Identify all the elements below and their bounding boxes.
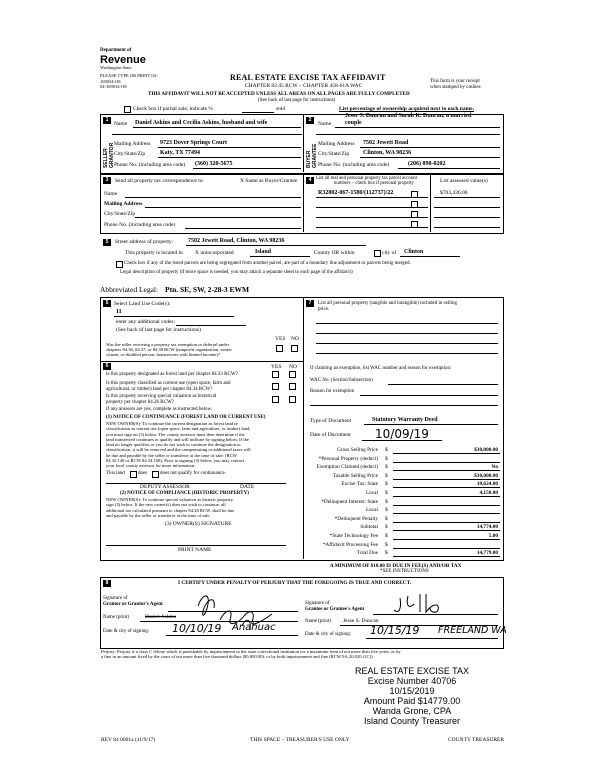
sold-label: sold (276, 106, 286, 112)
grantee-sig-label-2: Grantee or Grantee's Agent (305, 607, 365, 612)
tax-row-value: 5.00 (488, 532, 498, 539)
tax-row-label: Local (365, 489, 378, 496)
land-use-label: Select Land Use Code(s): (114, 301, 171, 307)
tax-row-dollar: $ (385, 472, 388, 479)
tax-row-value: $30,000.00 (474, 447, 498, 453)
seller-phone-label: Phone No. (including area code) (114, 162, 186, 168)
receipt-note-2: when stamped by cashier. (430, 84, 482, 90)
s6-if-yes: If any answers are yes, complete as instructed below. (106, 407, 213, 412)
land-use-code: 11 (116, 309, 122, 315)
parcel-number: R32802-067-1580/(112737)/22 (318, 190, 394, 196)
grantee-date-label: Date & city of signing: (305, 632, 352, 637)
parcel-header-1: List all real and personal property tax parcel account (316, 176, 417, 181)
seller-phone-value: (360) 320-5675 (195, 161, 233, 167)
corr-mailing-label: Mailing Address (104, 201, 143, 207)
section-number-2: 2 (306, 117, 314, 124)
county-value: Island (255, 249, 272, 255)
stamp-line2: Excise Number 40706 (367, 676, 457, 686)
unincorporated-label: X unincorporated (195, 250, 234, 256)
grantee-name-label: Name (print) (305, 619, 331, 624)
grantor-date: 10/10/19 (172, 622, 222, 635)
tax-row-dollar: $ (385, 515, 388, 522)
buyer-name-label: Name (318, 121, 332, 127)
grantor-name-label: Name (print) (103, 615, 129, 620)
tax-row-dollar: $ (385, 524, 388, 531)
corr-phone-label: Phone No. (including area code) (104, 222, 176, 228)
section-number-1: 1 (103, 117, 111, 124)
q3-no-checkbox[interactable] (289, 396, 296, 403)
grantor-city: Anahuac (232, 622, 276, 633)
tax-row (305, 489, 500, 498)
hist-line: and payable by the seller or transferor at the time of sale. (106, 512, 211, 518)
tax-row-value: 14,779.00 (476, 550, 498, 557)
tax-row (305, 523, 500, 532)
grantee-signature-label (305, 601, 364, 613)
section-number-5: 5 (103, 300, 111, 307)
corr-name-label: Name (104, 191, 118, 197)
owner-signature-label: (3) OWNER(S) SIGNATURE (165, 521, 232, 527)
cont-line: you must sign on (3) below. The county assessor must then determine if the (106, 431, 245, 437)
tax-row-label: *Affidavit Processing Fee (322, 541, 378, 548)
continuance-body (106, 421, 251, 469)
personal-2: price. (318, 307, 330, 312)
deputy-date: DATE (240, 484, 255, 490)
segregated-checkbox[interactable] (116, 261, 123, 268)
tax-row (305, 498, 500, 507)
personal-property-label (318, 301, 457, 313)
seller-mailing-value: 9723 Dover Springs Court (160, 140, 228, 146)
tax-row-value: 10,624.00 (476, 481, 498, 488)
receipt-note-1: This form is your receipt (430, 79, 480, 84)
s6-q3 (106, 394, 216, 405)
grantee-city: FREELAND WA (438, 625, 507, 636)
street-label: Street address of property: (115, 239, 174, 245)
form-chapters: CHAPTER 82.45 RCW – CHAPTER 458-61A WAC (245, 83, 363, 89)
buyer-mailing-value: 7502 Jewett Road (363, 140, 409, 146)
tax-row-dollar: $ (385, 464, 388, 471)
section-number-7: 7 (306, 300, 314, 307)
tax-row (305, 480, 500, 489)
s6-q1: Is this property designated as forest land per chapter 84.33 RCW? (106, 372, 238, 377)
street-value: 7502 Jewett Road, Clinton, WA 98236 (188, 238, 285, 244)
grantor-name: Daniel Askins (145, 614, 177, 620)
reason-label: Reason for exemption (310, 389, 355, 394)
perjury-2: a fine in an amount fixed by the court of not more than five thousand dollars ($5,000.00), or by both imprisonment and fine (RCW 9A.20.020 (1C)). (101, 654, 374, 660)
tax-row (305, 532, 500, 541)
tax-row-label: Excise Tax: State (341, 481, 378, 488)
hist-line: additional tax calculated pursuant to chapter 84.26 RCW, shall be due (106, 507, 235, 513)
form-title: REAL ESTATE EXCISE TAX AFFIDAVIT (230, 73, 386, 82)
seller-name-label: Name (114, 121, 128, 127)
segregated-label: Check box if any of the listed parcels are being segregated from another parcel, are part of a boundary line adjustment or parcels being merged. (124, 261, 411, 266)
doc-type-value: Statutory Warranty Deed (372, 417, 438, 423)
buyer-city-label: City/State/Zip (318, 151, 350, 157)
tax-row-label: Exemption Claimed (deduct) (316, 464, 378, 471)
warning-text: THIS AFFIDAVIT WILL NOT BE ACCEPTED UNLESS ALL AREAS ON ALL PAGES ARE FULLY COMPLETED (148, 91, 410, 97)
buyer-side-label: BUYER GRANTEE (306, 143, 318, 168)
tax-row (305, 455, 500, 464)
grantee-signature (390, 590, 470, 616)
treasurer-use-only: THIS SPACE – TREASURER'S USE ONLY (250, 737, 350, 743)
tax-row-dollar: $ (385, 507, 388, 514)
ownership-label: List percentage of ownership acquired next to each name. (339, 106, 474, 112)
section-number-6: 6 (103, 363, 111, 370)
hist-line: sign (3) below. If the new owner(s) does not wish to continue, all (106, 502, 226, 508)
doc-type-label: Type of Document (310, 418, 352, 424)
cont-line: be due and payable by the seller or transferor at the time of sale. (RCW (106, 452, 238, 458)
cont-line: land no longer qualifies or you do not wish to continue the designation or (106, 442, 241, 448)
county-treasurer: COUNTY TREASURER (448, 737, 505, 743)
buyer-phone-label: Phone No. (including area code) (318, 162, 390, 168)
tax-row-label: *Delinquent Interest: State (321, 498, 378, 505)
cont-line: your local county assessor for more information. (106, 463, 196, 469)
s6-yes: YES (271, 364, 282, 370)
form-codes (100, 73, 157, 90)
q2-yes-checkbox[interactable] (272, 383, 279, 390)
q1-yes-checkbox[interactable] (272, 371, 279, 378)
s6-q2-1: Is this property classified as current use (open space, farm and (106, 381, 231, 386)
tax-row-dollar: $ (385, 489, 388, 496)
landuse-yes: YES (275, 336, 286, 342)
stamp-line6: Island County Treasurer (363, 716, 461, 726)
receiving-3: citizen, or disabled person, homeowner with limited income)? (106, 352, 220, 357)
tax-row-label: Gross Selling Price (337, 447, 378, 453)
s6-q3-2: property per chapter 84.26 RCW? (106, 399, 174, 405)
this-land-label: This land (106, 471, 125, 476)
buyer-mailing-label: Mailing Address (318, 141, 355, 147)
does-label: does (138, 471, 148, 476)
dept-line1: Department of (100, 48, 132, 53)
s6-no: NO (289, 364, 297, 370)
continuance-title: (1) NOTICE OF CONTINUANCE (FOREST LAND OR CURRENT USE) (106, 415, 266, 420)
city-value: Clinton (404, 249, 424, 255)
tax-row-label: Taxable Selling Price (332, 472, 378, 479)
seller-side-label: SELLER GRANTOR (103, 142, 115, 168)
does-not-label: does not qualify for continuance. (160, 471, 226, 476)
assessed-value: $703,436.00 (440, 190, 468, 196)
tax-row-value: $30,000.00 (474, 472, 498, 479)
s6-q2 (106, 381, 231, 392)
city-of-checkbox[interactable] (374, 250, 381, 257)
dept-line2: Revenue (100, 53, 146, 66)
abbrev-legal-label: Abbreviated Legal: (100, 285, 159, 294)
tax-row (305, 549, 500, 558)
same-as-buyer: X Same as Buyer/Grantee (240, 178, 298, 184)
county-label: County OR within (314, 250, 355, 256)
grantor-sig-label-2: Grantor or Grantor's Agent (103, 602, 163, 607)
deputy-assessor: DEPUTY ASSESSOR (140, 484, 190, 490)
receiving-question (106, 342, 232, 357)
tax-row-label: *State Technology Fee (329, 532, 378, 539)
exemption-label: If claiming an exemption, list WAC number and reason for exemption: (310, 366, 452, 371)
tax-row-dollar: $ (385, 550, 388, 557)
buyer-city-value: Clinton, WA 98236 (363, 150, 412, 156)
cont-line: classification as current use (open space, farm and agriculture, or timber) land, (106, 426, 251, 432)
tax-row-value: 4,150.00 (479, 489, 498, 496)
receipt-note (430, 79, 481, 90)
wac-label: WAC No. (Section/Subsection) (310, 378, 373, 383)
seller-name-value: Daniel Askins and Cecilia Askins, husband and wife (135, 120, 268, 126)
tax-row (305, 506, 500, 515)
tax-row-dollar: $ (385, 532, 388, 539)
tax-row-label: *Delinquent Penalty (334, 515, 378, 522)
cont-line: classification, it will be removed and the compensating or additional taxes will (106, 447, 251, 453)
cont-line: land transferred continues to qualify and will indicate by signing below. If the (106, 436, 249, 442)
buyer-name-value-2: couple (345, 120, 362, 126)
stamp-line1: REAL ESTATE EXCISE TAX (354, 666, 470, 676)
rev-code: REV 84 0001a (11/9/17) (101, 737, 156, 743)
stamp-line4: Amount Paid $14779.00 (363, 696, 461, 706)
parcel-header-2: numbers – check box if personal property (334, 181, 414, 187)
buyer-phone-value: (206) 898-0202 (408, 161, 446, 167)
section-number-5a: 5 (103, 239, 111, 246)
stamp-line5: Wanda Grone, CPA (372, 706, 452, 716)
send-label: Send all property tax correspondence to: (115, 178, 205, 184)
certify-text: I CERTIFY UNDER PENALTY OF PERJURY THAT THE FOREGOING IS TRUE AND CORRECT. (178, 580, 412, 586)
tax-row-dollar: $ (385, 447, 388, 453)
perjury-1: Perjury: Perjury is a class C felony which is punishable by imprisonment in the state correctional institution for a maximum term of not more than five years, or by (101, 649, 401, 654)
see-instructions: *SEE INSTRUCTIONS (380, 569, 429, 574)
grantor-signature-label (103, 596, 163, 608)
landuse-no: NO (291, 336, 299, 342)
s6-q2-2: agricultural, or timber) land per chapter 84.34 RCW? (106, 386, 213, 392)
grantor-sig-label-1: Signature of (103, 596, 128, 601)
q1-no-checkbox[interactable] (289, 371, 296, 378)
grantee-name: Jesse S. Duncan (343, 618, 379, 624)
section-number-4: 4 (306, 177, 314, 184)
tax-row-label: Subtotal (360, 524, 378, 531)
assessed-header: List assessed value(s) (440, 178, 488, 184)
doc-date-value: 10/09/19 (375, 427, 429, 441)
grantor-date-label: Date & city of signing: (103, 629, 150, 634)
minimum-note: A MINIMUM OF $10.00 IS DUE IN FEE(S) AND/OR TAX (330, 563, 462, 569)
city-of-label: city of (382, 250, 397, 256)
tax-table (305, 446, 500, 558)
seller-city-label: City/State/Zip (114, 151, 146, 157)
personal-1: List all personal property (tangible and intangible) included in selling (318, 301, 457, 306)
receiving-yes-checkbox[interactable] (276, 345, 283, 352)
tax-row-dollar: $ (385, 455, 388, 462)
s6-q3-1: Is this property receiving special valuation as historical (106, 394, 217, 399)
partial-label: Check box if partial sale, indicate % (133, 106, 213, 112)
tax-row (305, 463, 500, 472)
located-label: This property is located in (125, 250, 183, 256)
tax-row-dollar: $ (385, 498, 388, 505)
receiving-no-checkbox[interactable] (291, 345, 298, 352)
code1: 169034-OE (100, 78, 121, 84)
personal-property-checkbox-2[interactable] (411, 201, 418, 208)
doc-date-label: Date of Document (310, 432, 351, 438)
tax-row-value: 14,774.00 (476, 524, 498, 531)
section-number-8: 8 (103, 580, 111, 587)
historic-title: (2) NOTICE OF COMPLIANCE (HISTORIC PROPERTY) (120, 491, 249, 496)
print-name-label: PRINT NAME (178, 547, 212, 553)
does-not-checkbox[interactable] (152, 471, 159, 478)
tax-row-dollar: $ (385, 541, 388, 548)
cont-line: 84.33.140 or RCW 84.34.108). Prior to signing (3) below, you may contact (106, 458, 245, 464)
additional-codes-label: enter any additional codes: (116, 319, 176, 325)
tax-row-label: Total Due (357, 550, 378, 557)
treasurer-stamp (332, 666, 492, 726)
revenue-logo (100, 48, 160, 71)
q3-yes-checkbox[interactable] (272, 396, 279, 403)
tax-row (305, 472, 500, 481)
tax-row (305, 446, 500, 455)
legal-desc-label: Legal description of property (if more space is needed, you may attach a separate sheet to each page of the affidavit) (120, 270, 353, 275)
landuse-see-back: (See back of last page for instructions) (116, 327, 201, 333)
grantee-date: 10/15/19 (370, 624, 420, 637)
historic-body (106, 497, 234, 518)
please-type: PLEASE TYPE OR PRINT 04- (100, 73, 158, 78)
code2: 04-169034-OE (100, 84, 127, 89)
tax-row-label: Local (365, 507, 378, 514)
corr-city-label: City/State/Zip (104, 211, 136, 217)
tax-row (305, 515, 500, 524)
tax-row (305, 541, 500, 550)
grantee-sig-label-1: Signature of (305, 601, 330, 606)
q2-no-checkbox[interactable] (289, 383, 296, 390)
dept-line3: Washington State (100, 64, 132, 70)
abbrev-legal-value: Ptn. SE, SW, 2-28-3 EWM (165, 285, 250, 294)
tax-row-value: No (491, 464, 498, 471)
section-number-3: 3 (103, 177, 111, 184)
receiving-1: Was the seller receiving a property tax exemption or deferral under (106, 342, 230, 347)
see-back: (See back of last page for instructions) (258, 98, 336, 103)
personal-property-checkbox-3[interactable] (411, 211, 418, 218)
buyer-name-value-1: Jesse S. Duncan and Sarah K. Duncan, a married (345, 113, 472, 119)
personal-property-checkbox-4[interactable] (411, 221, 418, 228)
receiving-2: chapters 84.36, 84.37, or 84.38 RCW (nonprofit organization, senior (106, 347, 232, 352)
stamp-line3: 10/15/2019 (389, 686, 435, 696)
tax-row-label: *Personal Property (deduct) (318, 455, 378, 462)
does-checkbox[interactable] (130, 471, 137, 478)
partial-sale-checkbox[interactable] (124, 106, 131, 113)
perjury-notice (101, 649, 401, 660)
seller-city-value: Katy, TX 77494 (160, 150, 201, 156)
parcel-header (316, 176, 417, 186)
seller-mailing-label: Mailing Address (114, 141, 151, 147)
tax-row-dollar: $ (385, 481, 388, 488)
cont-line: NEW OWNER(S): To continue the current designation as forest land or (106, 421, 238, 426)
hist-line: NEW OWNER(S): To continue special valuation as historic property, (106, 497, 234, 502)
